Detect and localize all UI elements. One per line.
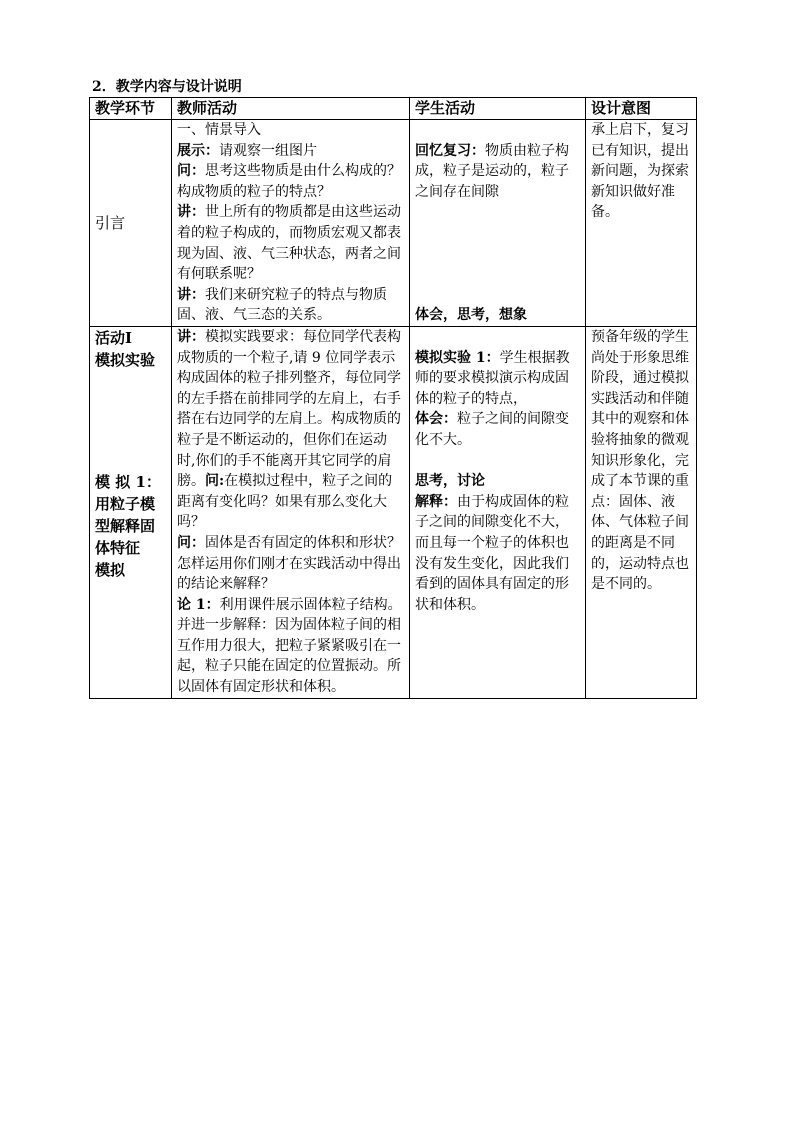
student-activity-cell <box>410 326 586 698</box>
teacher-line: 讲：世上所有的物质都是由这些运动着的粒子构成的，而物质宏观又都表现为固、液、气三种状态，两者之间有何联系呢？ <box>177 204 401 283</box>
header-design-intent: 设计意图 <box>586 98 697 120</box>
spacer <box>415 451 580 472</box>
student-line: 模拟实验 1：学生根据教师的要求模拟演示构成固体的粒子的特点， <box>415 349 570 407</box>
student-line: 回忆复习：物质由粒子构成，粒子是运动的，粒子之间存在间隙 <box>415 142 569 200</box>
table-row-activity-1 <box>90 326 697 698</box>
header-teacher-activity: 教师活动 <box>172 98 410 120</box>
table-header-row <box>90 98 697 120</box>
design-intent-cell: 预备年级的学生尚处于形象思维阶段，通过模拟实践活动和伴随其中的观察和体验将抽象的微观知识形象化，完成了本节课的重点：固体、液体、气体粒子间的距离是不同的，运动特点也是不同的。 <box>586 326 697 698</box>
spacer <box>415 202 580 305</box>
lesson-design-table <box>89 97 697 699</box>
spacer <box>415 120 580 141</box>
section-heading: 2．教学内容与设计说明 <box>92 79 242 95</box>
student-line: 体会，思考，想象 <box>415 307 527 324</box>
teacher-line: 讲：我们来研究粒子的特点与物质固、液、气三态的关系。 <box>177 286 387 324</box>
teacher-line: 论 1：利用课件展示固体粒子结构。并进一步解释：因为固体粒子间的相互作用力很大，把粒子紧紧吸引在一起，粒子只能在固定的位置振动。所以固体有固定形状和体积。 <box>177 596 402 696</box>
teacher-line: 一、情景导入 <box>177 122 261 138</box>
teacher-line: 讲：模拟实践要求：每位同学代表构成物质的一个粒子,请 9 位同学表示构成固体的粒子排列整齐，每位同学的左手搭在前排同学的左肩上，右手搭在右边同学的左肩上。构成物质的粒子是不断运动的，但你们在运动时,你们的手不能离开其它同学的肩膀。问:在模拟过程中，粒子之间的距离有变化吗？如果有那么变化大吗？ <box>177 328 401 531</box>
table-row-introduction <box>90 120 697 327</box>
stage-cell: 引言 <box>90 120 172 327</box>
header-student-activity: 学生活动 <box>410 98 586 120</box>
design-intent-cell: 承上启下，复习已有知识，提出新问题，为探索新知识做好准备。 <box>586 120 697 327</box>
student-line: 体会：粒子之间的间隙变化不大。 <box>415 411 569 448</box>
teacher-line: 问：思考这些物质是由什么构成的？构成物质的粒子的特点？ <box>177 163 401 200</box>
stage-cell: 活动Ⅰ 模拟实验 模 拟 1： 用粒子模 型解释固 体特征 模拟 <box>90 326 172 698</box>
student-line: 解释：由于构成固体的粒子之间的间隙变化不大，而且每一个粒子的体积也没有发生变化，因此我们看到的固体具有固定的形状和体积。 <box>415 493 569 613</box>
teacher-activity-cell <box>172 326 410 698</box>
student-line: 思考，讨论 <box>415 473 485 490</box>
header-stage: 教学环节 <box>90 98 172 120</box>
student-activity-cell <box>410 120 586 327</box>
teacher-line: 问：固体是否有固定的体积和形状？怎样运用你们刚才在实践活动中得出的结论来解释？ <box>177 534 401 593</box>
spacer <box>415 327 580 348</box>
spacer <box>95 371 166 471</box>
teacher-line: 展示：请观察一组图片 <box>177 142 317 159</box>
teacher-activity-cell <box>172 120 410 327</box>
